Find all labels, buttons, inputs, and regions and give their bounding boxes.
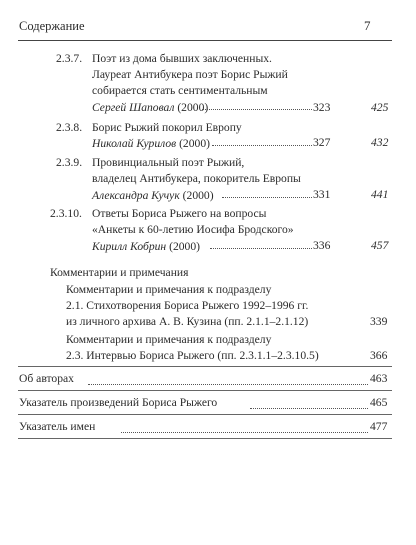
comment-line: 2.1. Стихотворения Бориса Рыжего 1992–1996 гг. — [66, 299, 309, 312]
section-about-authors: Об авторах — [19, 372, 74, 385]
entry-number: 2.3.8. — [56, 121, 83, 134]
entry-title-line: Провинциальный поэт Рыжий, — [92, 156, 245, 169]
entry-number: 2.3.9. — [56, 156, 83, 169]
leader-dots — [202, 99, 312, 110]
section-rule — [18, 390, 392, 391]
comments-heading: Комментарии и примечания — [50, 266, 189, 279]
entry-page: 331 — [313, 188, 331, 201]
section-page: 463 — [370, 372, 388, 385]
section-works-index: Указатель произведений Бориса Рыжего — [19, 396, 218, 409]
entry-page-secondary: 425 — [371, 101, 389, 114]
entry-author-line — [92, 101, 208, 115]
running-header-title: Содержание — [19, 19, 85, 33]
entry-author-line — [92, 240, 200, 254]
entry-page: 323 — [313, 101, 331, 114]
entry-page-secondary: 441 — [371, 188, 389, 201]
leader-dots — [250, 398, 368, 409]
leader-dots — [212, 135, 312, 146]
entry-title-line: Поэт из дома бывших заключенных. — [92, 52, 272, 65]
comments-item-2-1 — [66, 283, 386, 331]
leader-dots — [210, 238, 312, 249]
section-rule — [18, 438, 392, 439]
leader-dots — [222, 187, 312, 198]
entry-author-line — [92, 189, 214, 203]
header-rule — [18, 40, 392, 41]
section-rule — [18, 414, 392, 415]
section-rule — [18, 366, 392, 367]
comment-page: 366 — [370, 349, 388, 362]
entry-year: (2000) — [174, 101, 209, 114]
entry-author: Николай Курилов — [92, 137, 177, 150]
entry-page-secondary: 432 — [371, 136, 389, 149]
entry-year: (2000) — [176, 137, 210, 150]
comment-page: 339 — [370, 315, 388, 328]
entry-year: (2000) — [166, 240, 200, 253]
entry-number: 2.3.10. — [50, 207, 82, 220]
leader-dots — [121, 422, 368, 433]
section-names-index: Указатель имен — [19, 420, 96, 433]
entry-page: 336 — [313, 239, 331, 252]
entry-title-line: «Анкеты к 60-летию Иосифа Бродского» — [92, 223, 294, 236]
entry-title-line: владелец Антибукера, покоритель Европы — [92, 172, 301, 185]
entry-author: Сергей Шаповал — [92, 101, 175, 114]
entry-title-line: Борис Рыжий покорил Европу — [92, 121, 242, 134]
section-page: 465 — [370, 396, 388, 409]
comment-line: Комментарии и примечания к подразделу — [66, 283, 272, 296]
entry-title-line: собирается стать сентиментальным — [92, 84, 268, 97]
entry-author: Кирилл Кобрин — [92, 240, 167, 253]
comment-line: из личного архива А. В. Кузина (пп. 2.1.1–2.1.12) — [66, 315, 309, 328]
entry-title-line: Лауреат Антибукера поэт Борис Рыжий — [92, 68, 288, 81]
entry-page: 327 — [313, 136, 331, 149]
entry-title-line: Ответы Бориса Рыжего на вопросы — [92, 207, 267, 220]
entry-page-secondary: 457 — [371, 239, 389, 252]
leader-dots — [88, 374, 368, 385]
toc-entry-2-3-10 — [50, 207, 380, 259]
entry-author: Александра Кучук — [92, 189, 180, 202]
comment-line: Комментарии и примечания к подразделу — [66, 333, 272, 346]
entry-number: 2.3.7. — [56, 52, 83, 65]
comments-item-2-3 — [66, 333, 386, 365]
page-number: 7 — [364, 18, 371, 33]
comment-line: 2.3. Интервью Бориса Рыжего (пп. 2.3.1.1–2.3.10.5) — [66, 349, 319, 362]
section-page: 477 — [370, 420, 388, 433]
entry-year: (2000) — [179, 189, 214, 202]
entry-author-line — [92, 137, 210, 151]
